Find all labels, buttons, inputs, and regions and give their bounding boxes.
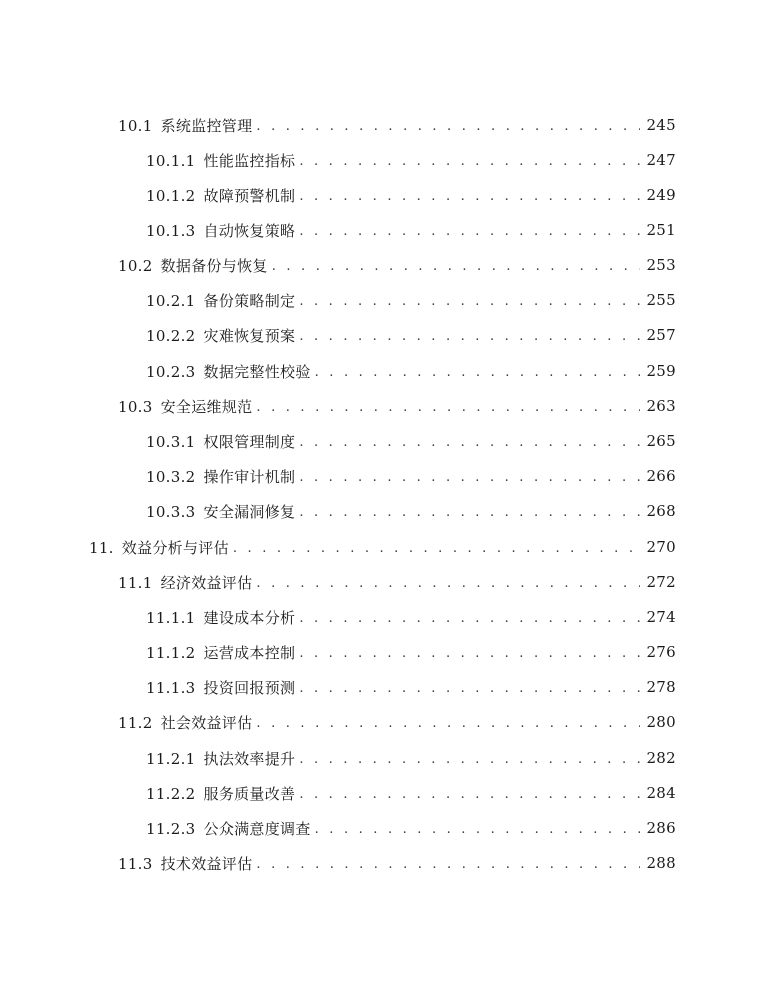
toc-entry-page: 259 bbox=[646, 362, 676, 380]
dot-leader bbox=[299, 327, 640, 343]
dot-leader bbox=[233, 539, 640, 555]
toc-entry[interactable] bbox=[146, 427, 676, 455]
toc-entry[interactable] bbox=[146, 603, 676, 631]
toc-entry-title: 性能监控指标 bbox=[203, 151, 296, 170]
toc-entry-title: 执法效率提升 bbox=[203, 749, 296, 768]
toc-entry-page: 253 bbox=[646, 256, 676, 274]
toc-entry-page: 247 bbox=[646, 151, 676, 169]
toc-entry-page: 272 bbox=[646, 573, 676, 591]
toc-entry[interactable] bbox=[118, 111, 676, 139]
toc-entry-number: 11.2.2 bbox=[146, 784, 196, 803]
toc-entry-number: 11.2 bbox=[118, 713, 153, 732]
toc-entry[interactable] bbox=[146, 321, 676, 349]
toc-entry-page: 255 bbox=[646, 291, 676, 309]
dot-leader bbox=[256, 398, 640, 414]
toc-entry-page: 251 bbox=[646, 221, 676, 239]
toc-entry-page: 280 bbox=[646, 713, 676, 731]
toc-entry-title: 数据完整性校验 bbox=[203, 362, 311, 381]
toc-entry[interactable] bbox=[146, 146, 676, 174]
toc-entry-number: 10.1 bbox=[118, 116, 153, 135]
toc-entry-title: 建设成本分析 bbox=[203, 608, 296, 627]
toc-entry-number: 11.1.1 bbox=[146, 608, 196, 627]
toc-entry-title: 权限管理制度 bbox=[203, 432, 296, 451]
toc-entry-title: 系统监控管理 bbox=[160, 116, 253, 135]
toc-entry-title: 灾难恢复预案 bbox=[203, 326, 296, 345]
dot-leader bbox=[315, 820, 640, 836]
toc-entry-page: 286 bbox=[646, 819, 676, 837]
dot-leader bbox=[256, 714, 640, 730]
dot-leader bbox=[299, 503, 640, 519]
toc-entry-page: 278 bbox=[646, 678, 676, 696]
toc-entry[interactable] bbox=[146, 181, 676, 209]
toc-entry-number: 10.2.1 bbox=[146, 291, 196, 310]
toc-entry-title: 安全漏洞修复 bbox=[203, 502, 296, 521]
dot-leader bbox=[299, 152, 640, 168]
dot-leader bbox=[299, 609, 640, 625]
toc-entry-page: 274 bbox=[646, 608, 676, 626]
dot-leader bbox=[299, 187, 640, 203]
toc-entry[interactable] bbox=[146, 673, 676, 701]
toc-entry-number: 11.3 bbox=[118, 854, 153, 873]
toc-entry-page: 257 bbox=[646, 326, 676, 344]
dot-leader bbox=[299, 785, 640, 801]
toc-entry-number: 10.3.2 bbox=[146, 467, 196, 486]
toc-entry[interactable] bbox=[146, 779, 676, 807]
toc-entry-number: 11.1.3 bbox=[146, 678, 196, 697]
toc-entry[interactable] bbox=[118, 251, 676, 279]
toc-entry-number: 10.3.3 bbox=[146, 502, 196, 521]
toc-entry-page: 249 bbox=[646, 186, 676, 204]
toc-entry[interactable] bbox=[89, 533, 676, 561]
dot-leader bbox=[299, 644, 640, 660]
toc-entry[interactable] bbox=[118, 708, 676, 736]
toc-entry-page: 276 bbox=[646, 643, 676, 661]
toc-entry-title: 运营成本控制 bbox=[203, 643, 296, 662]
dot-leader bbox=[299, 222, 640, 238]
toc-entry-title: 公众满意度调查 bbox=[203, 819, 311, 838]
toc-entry-page: 270 bbox=[646, 538, 676, 556]
toc-entry-page: 268 bbox=[646, 502, 676, 520]
toc-entry-title: 服务质量改善 bbox=[203, 784, 296, 803]
toc-entry[interactable] bbox=[146, 216, 676, 244]
dot-leader bbox=[315, 363, 640, 379]
dot-leader bbox=[299, 679, 640, 695]
toc-entry-title: 投资回报预测 bbox=[203, 678, 296, 697]
toc-entry-page: 265 bbox=[646, 432, 676, 450]
dot-leader bbox=[299, 433, 640, 449]
toc-entry-title: 技术效益评估 bbox=[160, 854, 253, 873]
toc-entry[interactable] bbox=[146, 357, 676, 385]
toc-entry-page: 284 bbox=[646, 784, 676, 802]
toc-entry[interactable] bbox=[146, 286, 676, 314]
toc-entry[interactable] bbox=[146, 497, 676, 525]
toc-entry-number: 11.1.2 bbox=[146, 643, 196, 662]
toc-entry-title: 效益分析与评估 bbox=[121, 538, 229, 557]
toc-entry-page: 245 bbox=[646, 116, 676, 134]
dot-leader bbox=[256, 574, 640, 590]
toc-entry[interactable] bbox=[118, 849, 676, 877]
toc-entry-page: 266 bbox=[646, 467, 676, 485]
toc-entry[interactable] bbox=[146, 744, 676, 772]
toc-entry-title: 社会效益评估 bbox=[160, 713, 253, 732]
toc-entry-number: 10.3 bbox=[118, 397, 153, 416]
toc-entry-title: 安全运维规范 bbox=[160, 397, 253, 416]
toc-entry-number: 10.2.3 bbox=[146, 362, 196, 381]
dot-leader bbox=[272, 257, 640, 273]
toc-entry-title: 备份策略制定 bbox=[203, 291, 296, 310]
toc-entry-number: 10.1.3 bbox=[146, 221, 196, 240]
toc-entry[interactable] bbox=[146, 638, 676, 666]
toc-entry-page: 282 bbox=[646, 749, 676, 767]
toc-entry-page: 263 bbox=[646, 397, 676, 415]
toc-entry[interactable] bbox=[118, 568, 676, 596]
toc-entry-title: 故障预警机制 bbox=[203, 186, 296, 205]
toc-entry-number: 11.2.1 bbox=[146, 749, 196, 768]
toc-entry-number: 10.1.2 bbox=[146, 186, 196, 205]
toc-entry-title: 经济效益评估 bbox=[160, 573, 253, 592]
toc-entry-number: 11.2.3 bbox=[146, 819, 196, 838]
toc-entry-number: 11. bbox=[89, 538, 114, 557]
toc-entry-title: 操作审计机制 bbox=[203, 467, 296, 486]
toc-entry[interactable] bbox=[146, 462, 676, 490]
dot-leader bbox=[299, 292, 640, 308]
dot-leader bbox=[256, 117, 640, 133]
dot-leader bbox=[256, 855, 640, 871]
toc-entry-title: 自动恢复策略 bbox=[203, 221, 296, 240]
toc-entry[interactable] bbox=[118, 392, 676, 420]
toc-entry-number: 10.2.2 bbox=[146, 326, 196, 345]
toc-entry-number: 10.2 bbox=[118, 256, 153, 275]
dot-leader bbox=[299, 468, 640, 484]
toc-entry-title: 数据备份与恢复 bbox=[160, 256, 268, 275]
toc-entry-number: 11.1 bbox=[118, 573, 153, 592]
toc-entry-number: 10.1.1 bbox=[146, 151, 196, 170]
toc-entry[interactable] bbox=[146, 814, 676, 842]
toc-entry-page: 288 bbox=[646, 854, 676, 872]
dot-leader bbox=[299, 750, 640, 766]
toc-entry-number: 10.3.1 bbox=[146, 432, 196, 451]
